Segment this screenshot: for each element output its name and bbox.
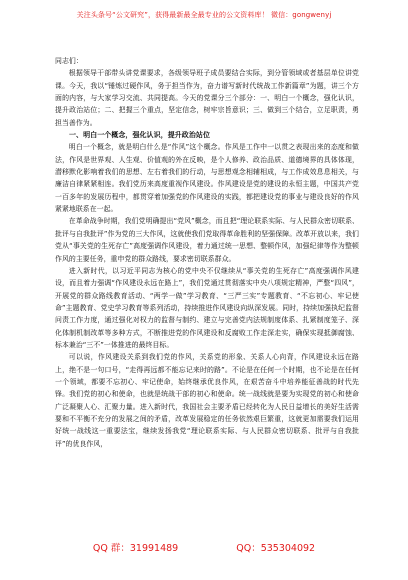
section-paragraph-1: 明白一个概念，就是明白什么是“作风”这个概念。作风是工作中一以贯之表现出来的态度和做法，作风是世界观、人生观、价值观的外在反映，是个人修养、政治品质、道德境界的具体体现，潜移默化影响着我们的思想、左右着我们的行动，与思想观念相辅相成，与工作成效息息相关，与廉洁自律紧紧相连。我们党历来高度重视作风建设。作风建设是党的建设的永恒主题，中国共产党一百多年的发展历程中，都贯穿着加强党的作风建设的实践，都把建设党的事业与建设良好的作风紧紧地联系在一起。 xyxy=(55,143,359,214)
header-banner: 关注头条号“公文研究”，获得最新最全最专业的公文资料库！ 微信：gongwenyj xyxy=(76,11,332,19)
footer-qq: QQ：535304092 xyxy=(236,543,316,554)
document-body xyxy=(55,55,359,450)
footer-contacts xyxy=(0,540,408,554)
greeting: 同志们： xyxy=(55,57,83,65)
section-paragraph-2: 在革命战争时期，我们党明确提出“党风”概念，而且把“理论联系实际、与人民群众密切联系、批评与自我批评”作为党的三大作风，这就使我们党取得革命胜利的坚强保障。改革开放以来，我们党从“事关党的生死存亡”高度强调作风建设，着力通过统一思想、整顿作风，加强纪律等作为整顿作风的主要任务，重申党的群众路线，要求密切联系群众。 xyxy=(55,217,359,263)
section-paragraph-3: 进入新时代，以习近平同志为核心的党中央不仅继续从“事关党的生死存亡”高度强调作风建设，而且着力强调“作风建设永远在路上”，我们党通过贯彻落实中央八项规定精神，严整“四风”，开展党的群众路线教育活动、“两学一做”学习教育、“三严三实”专题教育、“不忘初心、牢记使命”主题教育、党史学习教育等系列活动，持续推进作风建设向纵深发展。同时，持续加强执纪监督问责工作力度，通过强化对权力的监督与制约、建立与完善党内法规制度体系、扎紧制度笼子、深化体制机制改革等多种方式，不断推进党的作风建设和反腐败工作走深走实，确保实现抵御腐蚀、标本兼治“三不”一体推进的最终目标。 xyxy=(55,266,359,349)
intro-paragraph: 根据领导干部带头讲党课要求，各级领导班子成员要结合实际，到分管领域或者基层单位讲党课。今天，我以“锤炼过硬作风，务于担当作为，奋力谱写新时代统战工作新篇章”为题，讲三个方面的内容，与大家学习交流、共同提高。今天的党课分三个部分：一、明白一个概念，强化认识，提升政治站位；二、把握三个重点，坚定信念，树牢宗旨意识；三、做到三个结合，立足职责，勇担当善作为。 xyxy=(55,69,359,127)
section-paragraph-4: 可以说，作风建设关系到我们党的作风，关系党的形象、关系人心向背，作风建设永远在路上，绝不是一句口号，“走得再远都不能忘记来时的路”。不论是在任何一个时期，也不论是在任何一个领域，都要不忘初心、牢记使命，始终继承优良作风，在艰苦奋斗中培养能征善战的时代先锋。我们党的初心和使命，也就是统战干部的初心和使命。统一战线就是要为实现党的初心和使命广泛凝聚人心、汇聚力量。进入新时代，我国社会主要矛盾已经转化为人民日益增长的美好生活需要和不平衡不充分的发展之间的矛盾，改革发展稳定的任务依然艰巨繁重，这就更加需要我们运用好统一战线这一重要法宝，继续发扬我党“理论联系实际、与人民群众密切联系、批评与自我批评”的优良作风， xyxy=(55,353,359,448)
footer-qq-group: QQ 群：31991489 xyxy=(92,543,179,554)
section-heading: 一、明白一个概念，强化认识，提升政治站位 xyxy=(69,131,210,140)
